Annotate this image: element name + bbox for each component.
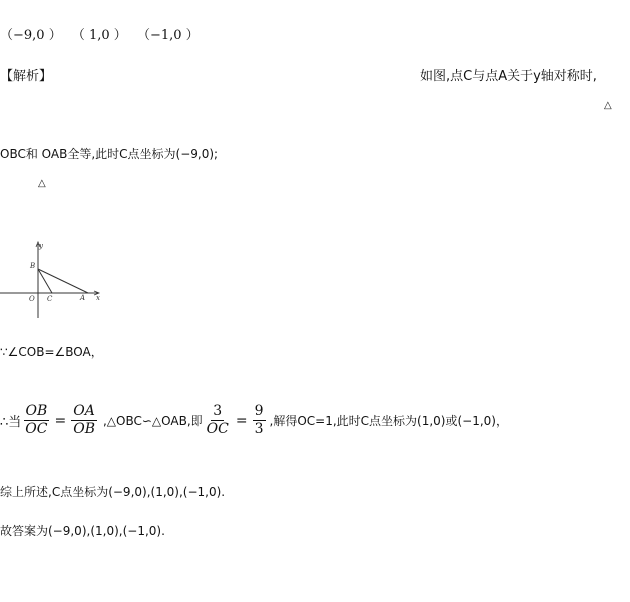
point-label-O: O bbox=[29, 295, 35, 303]
fraction-denominator: OC bbox=[206, 421, 229, 437]
because-statement: ∵∠COB=∠BOA， bbox=[0, 345, 103, 359]
y-axis-label: y bbox=[39, 242, 43, 250]
equals-sign: = bbox=[235, 412, 248, 429]
therefore-prefix: ∴当 bbox=[0, 415, 22, 430]
fraction-numerator: 9 bbox=[254, 403, 264, 419]
triangle-symbol-right: △ bbox=[604, 100, 612, 111]
point-label-A: A bbox=[80, 294, 86, 302]
fraction-denominator: OC bbox=[25, 421, 48, 437]
x-axis-label: x bbox=[96, 294, 100, 302]
result-statement: ,解得OC=1,此时C点坐标为(1,0)或(−1,0)， bbox=[269, 414, 508, 428]
fraction-denominator: OB bbox=[73, 421, 95, 437]
fraction-3-OC bbox=[205, 403, 231, 438]
symmetry-statement: 如图,点C与点A关于y轴对称时, bbox=[420, 69, 597, 84]
answer-2: （ 1,0 ） bbox=[71, 28, 127, 43]
answer-line bbox=[0, 24, 199, 43]
proportion-equation bbox=[0, 403, 508, 438]
point-label-C: C bbox=[47, 295, 53, 303]
point-label-B: B bbox=[30, 262, 36, 270]
fraction-numerator: 3 bbox=[213, 403, 223, 419]
congruent-statement: OBC和 OAB全等,此时C点坐标为(−9,0); bbox=[0, 147, 219, 161]
analysis-label: 【解析】 bbox=[0, 69, 53, 84]
fraction-9-3 bbox=[253, 403, 266, 438]
fraction-numerator: OA bbox=[73, 403, 95, 419]
fraction-OB-OC bbox=[23, 403, 49, 438]
answer-3: （−1,0 ） bbox=[136, 28, 199, 43]
coordinate-figure bbox=[0, 238, 110, 323]
answer-1: （−9,0 ） bbox=[0, 28, 62, 43]
fraction-OA-OB bbox=[71, 403, 97, 438]
triangle-symbol-left: △ bbox=[38, 178, 46, 189]
summary-statement: 综上所述,C点坐标为(−9,0),(1,0),(−1,0). bbox=[0, 485, 226, 499]
fraction-denominator: 3 bbox=[254, 421, 264, 437]
similar-statement: ,△OBC∽△OAB,即 bbox=[102, 414, 203, 428]
equals-sign: = bbox=[54, 412, 67, 429]
fraction-numerator: OB bbox=[25, 403, 48, 419]
final-answer: 故答案为(−9,0),(1,0),(−1,0). bbox=[0, 524, 165, 538]
